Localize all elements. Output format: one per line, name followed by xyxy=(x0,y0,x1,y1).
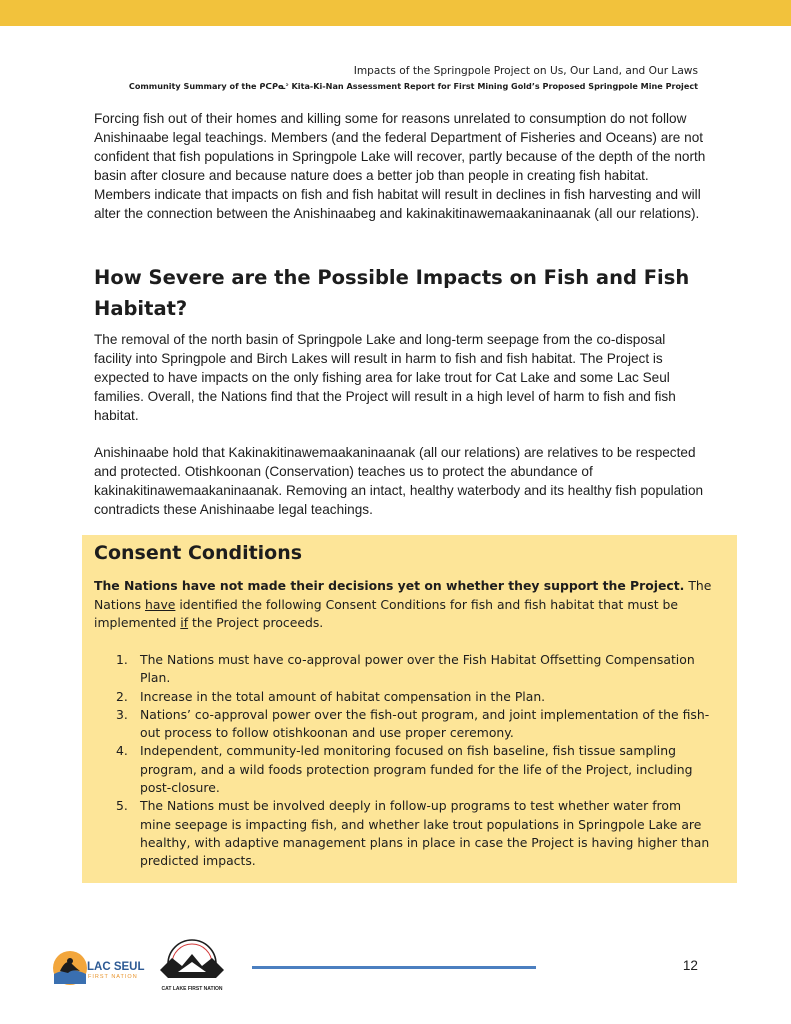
lac-seul-subtitle: FIRST NATION xyxy=(88,974,138,980)
body-paragraph-3: Anishinaabe hold that Kakinakitinawemaakaninaanak (all our relations) are relatives to be respected and protected. Otishkoonan (Conservation) teaches us to protect the abundance of kakinakitinawemaakaninaanak. Removing an intact, healthy waterbody and its healthy fish population contradicts these Anishinaabe legal teachings. xyxy=(94,445,704,517)
consent-intro-text: The Nations xyxy=(94,578,712,612)
condition-item xyxy=(112,797,712,870)
condition-text: Nations’ co-approval power over the fish-out program, and joint implementation of the fish-out process to follow otishkoonan and use proper ceremony. xyxy=(140,706,710,741)
top-accent-bar xyxy=(0,0,791,26)
condition-item xyxy=(112,742,712,797)
condition-text: Independent, community-led monitoring focused on fish baseline, fish tissue sampling program, and a wild foods protection program funded for the life of the Project, including post-closure. xyxy=(140,743,693,796)
condition-number: 2. xyxy=(116,688,128,704)
consent-intro-if: if xyxy=(180,615,189,630)
lac-seul-wordmark: LAC SEUL xyxy=(87,961,145,973)
body-paragraph-1: Forcing fish out of their homes and killing some for reasons unrelated to consumption do not follow Anishinaabe legal teachings. Members (and the federal Department of Fisheries and Oceans) are not confident that fish populations in Springpole Lake will recover, partly because of the depth of the north basin after closure and because nature does a better job than people in creating fish habitat. Members indicate that impacts on fish and fish habitat will result in declines in fish harvesting and will alter the connection between the Anishinaabeg and kakinakitinawemaakaninaanak (all our relations). xyxy=(94,111,706,221)
footer-divider xyxy=(252,966,536,969)
consent-conditions-box xyxy=(82,535,737,883)
consent-intro xyxy=(94,577,714,633)
consent-title: Consent Conditions xyxy=(94,542,303,564)
condition-text: Increase in the total amount of habitat compensation in the Plan. xyxy=(140,688,546,704)
condition-number: 4. xyxy=(116,743,128,759)
condition-text: The Nations must have co-approval power over the Fish Habitat Offsetting Compensation Plan. xyxy=(140,652,695,686)
condition-text: The Nations must be involved deeply in follow-up programs to test whether water from mine seepage is impacting fish, and whether lake trout populations in Springpole Lake are healthy, with adaptive management plans in place in case the Project is having higher than predicted impacts. xyxy=(140,798,710,869)
consent-intro-text: identified the following Consent Conditions for fish and fish habitat that must be implemented xyxy=(94,596,679,630)
condition-item xyxy=(112,688,712,706)
section-heading: How Severe are the Possible Impacts on Fish and Fish Habitat? xyxy=(94,266,690,320)
condition-item xyxy=(112,706,712,743)
condition-number: 3. xyxy=(116,706,128,722)
consent-intro-bold: The Nations have not made their decisions yet on whether they support the Project. xyxy=(94,578,685,593)
consent-intro-have: have xyxy=(145,596,176,612)
cat-lake-wordmark: CAT LAKE FIRST NATION xyxy=(161,986,223,992)
consent-intro-text: the Project proceeds. xyxy=(188,615,324,630)
condition-number: 5. xyxy=(116,798,128,814)
header-subtitle: Community Summary of the ᑭᑕᑭᓇᐣ Kita-Ki-Nan Assessment Report for First Mining Gold’s Proposed Springpole Mine Project xyxy=(128,81,698,91)
page-footer xyxy=(0,930,791,1000)
header-title: Impacts of the Springpole Project on Us, Our Land, and Our Laws xyxy=(353,65,698,77)
running-header xyxy=(129,64,698,92)
page-number: 12 xyxy=(682,958,698,973)
lac-seul-logo xyxy=(50,944,150,990)
condition-item xyxy=(112,651,712,688)
cat-lake-logo xyxy=(152,936,232,994)
condition-number: 1. xyxy=(116,652,128,667)
body-paragraph-2: The removal of the north basin of Springpole Lake and long-term seepage from the co-disposal facility into Springpole and Birch Lakes will result in harm to fish and fish habitat. The Project is expected to have impacts on the only fishing area for lake trout for Cat Lake and some Lac Seul families. Overall, the Nations find that the Project will result in a high level of harm to fish and fish habitat. xyxy=(94,332,676,423)
consent-conditions-list xyxy=(112,651,712,871)
